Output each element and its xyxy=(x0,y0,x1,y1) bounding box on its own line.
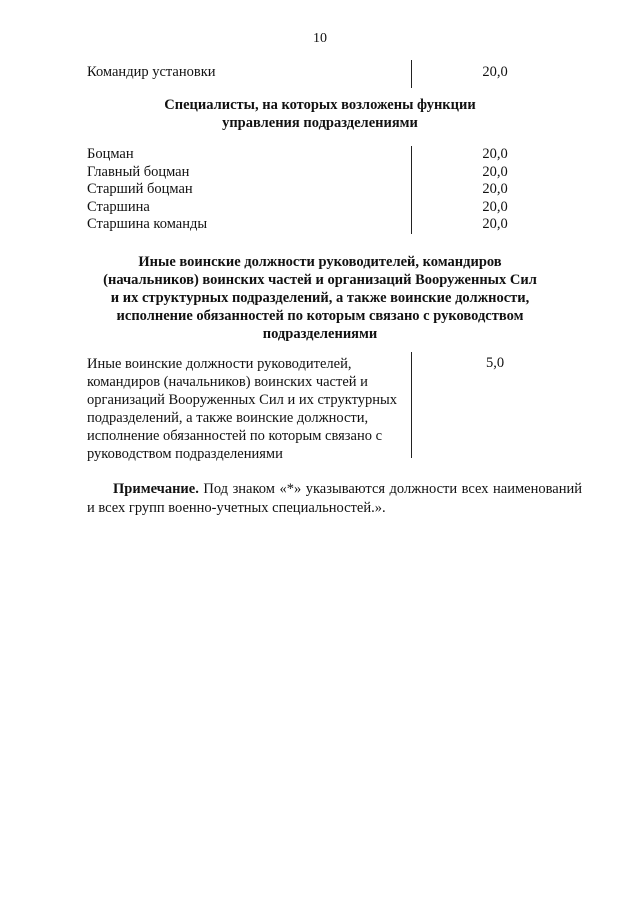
other-heading-line-1: Иные воинские должности руководителей, командиров xyxy=(138,254,502,270)
specialist-label: Старший боцман xyxy=(87,181,193,197)
specialist-value: 20,0 xyxy=(482,181,508,197)
table-divider xyxy=(411,146,412,234)
specialist-value: 20,0 xyxy=(482,146,508,162)
commander-label: Командир установки xyxy=(87,64,216,80)
other-heading-line-5: подразделениями xyxy=(262,326,378,342)
note-text: Под знаком «*» указываются должности всех наименований и всех групп военно-учетных специальностей.». xyxy=(87,481,582,516)
page-number: 10 xyxy=(313,31,327,46)
specialist-label: Старшина команды xyxy=(87,216,208,232)
specialists-heading-line-1: Специалисты, на которых возложены функции xyxy=(164,97,476,113)
specialist-label: Старшина xyxy=(87,198,150,215)
other-value: 5,0 xyxy=(485,355,505,371)
other-cell-line-3: организаций Вооруженных Сил и их структурных xyxy=(87,392,397,408)
other-heading-line-3: и их структурных подразделений, а также воинские должности, xyxy=(110,290,530,306)
specialist-label: Боцман xyxy=(87,146,134,162)
other-cell-line-1: Иные воинские должности руководителей, xyxy=(87,356,352,372)
specialist-value: 20,0 xyxy=(482,198,508,215)
other-cell-line-5: исполнение обязанностей по которым связано с xyxy=(87,428,383,444)
other-heading-line-4: исполнение обязанностей по которым связано с руководством xyxy=(116,308,524,324)
table-divider xyxy=(411,60,412,88)
commander-value: 20,0 xyxy=(482,64,508,80)
note-label: Примечание. xyxy=(113,481,199,497)
other-cell-line-2: командиров (начальников) воинских частей и xyxy=(87,374,368,390)
specialist-label: Главный боцман xyxy=(87,163,190,180)
note-paragraph xyxy=(87,480,582,518)
specialists-heading-line-2: управления подразделениями xyxy=(222,115,418,131)
specialist-value: 20,0 xyxy=(482,216,508,232)
specialist-value: 20,0 xyxy=(482,163,508,180)
other-heading-line-2: (начальников) воинских частей и организаций Вооруженных Сил xyxy=(103,272,537,288)
other-cell-line-4: подразделений, а также воинские должности, xyxy=(87,410,369,426)
other-cell-line-6: руководством подразделениями xyxy=(87,446,283,462)
table-divider xyxy=(411,352,412,458)
